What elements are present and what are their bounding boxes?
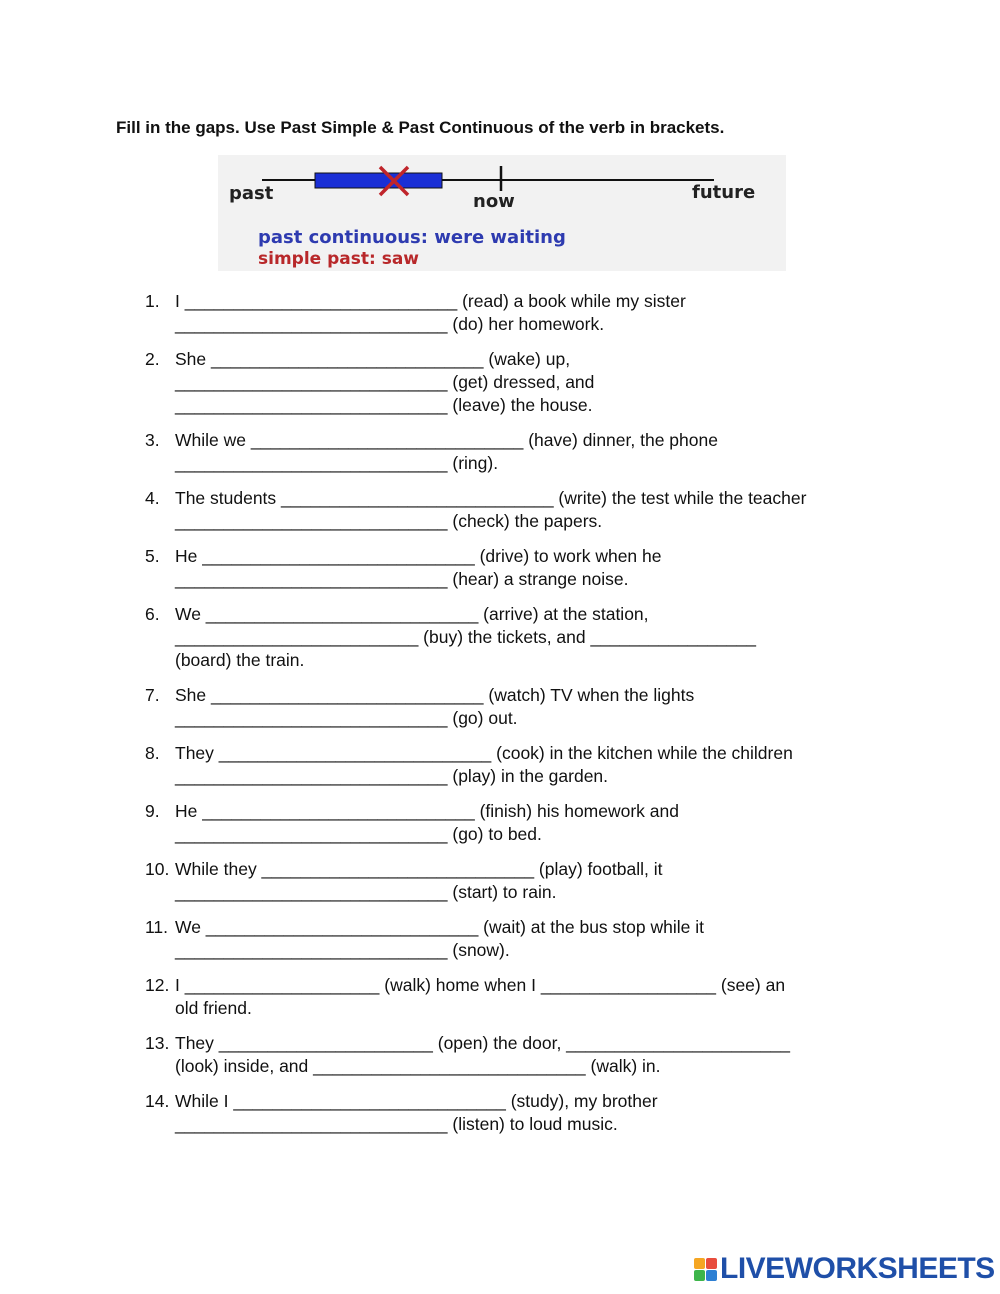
item-text: We ____________________________ (wait) at the bus stop while it ____________________________ (snow). [175, 917, 704, 960]
continuous-bar [315, 173, 442, 188]
item-text: The students ____________________________ (write) the test while the teacher ____________________________ (check) the papers. [175, 488, 807, 531]
item-number: 13. [145, 1033, 170, 1053]
exercise-item [145, 858, 905, 904]
logo-block [694, 1270, 705, 1281]
logo-block [706, 1258, 717, 1269]
exercise-item [145, 545, 905, 591]
item-number: 6. [145, 604, 160, 624]
item-text: I ____________________________ (read) a book while my sister ____________________________ (do) her homework. [175, 291, 686, 334]
exercise-item [145, 684, 905, 730]
item-number: 4. [145, 488, 160, 508]
timeline-past-label: past [229, 183, 274, 204]
item-number: 5. [145, 546, 160, 566]
exercise-item [145, 916, 905, 962]
item-text: She ____________________________ (wake) up, ____________________________ (get) dressed, and ____________________________ (leave) the house. [175, 349, 595, 415]
exercise-item [145, 603, 905, 672]
exercise-item [145, 800, 905, 846]
item-number: 14. [145, 1091, 170, 1111]
item-number: 1. [145, 291, 160, 311]
liveworksheets-logo [694, 1254, 995, 1284]
item-number: 10. [145, 859, 170, 879]
timeline-figure [218, 155, 786, 271]
logo-block [694, 1258, 705, 1269]
item-text: They ____________________________ (cook) in the kitchen while the children ____________________________ (play) in the garden. [175, 743, 793, 786]
item-text: We ____________________________ (arrive) at the station, _________________________ (buy) the tickets, and _________________ (board) the train. [175, 604, 756, 670]
item-number: 8. [145, 743, 160, 763]
timeline-future-label: future [692, 182, 756, 203]
past-continuous-example: past continuous: were waiting [258, 227, 566, 248]
logo-text: LIVEWORKSHEETS [720, 1252, 995, 1285]
exercise-item [145, 974, 905, 1020]
page-title: Fill in the gaps. Use Past Simple & Past Continuous of the verb in brackets. [116, 118, 725, 137]
exercise-item [145, 429, 905, 475]
exercise-item [145, 1032, 905, 1078]
simple-past-example: simple past: saw [258, 249, 420, 269]
item-text: While we ____________________________ (have) dinner, the phone ____________________________ (ring). [175, 430, 718, 473]
exercise-item [145, 348, 905, 417]
exercise-list [145, 290, 905, 1148]
item-number: 2. [145, 349, 160, 369]
item-number: 7. [145, 685, 160, 705]
logo-block [706, 1270, 717, 1281]
item-text: He ____________________________ (finish) his homework and ____________________________ (go) to bed. [175, 801, 679, 844]
exercise-item [145, 742, 905, 788]
timeline-now-label: now [473, 191, 515, 212]
item-text: I ____________________ (walk) home when I __________________ (see) an old friend. [175, 975, 786, 1018]
exercise-item [145, 487, 905, 533]
item-text: They ______________________ (open) the door, _______________________ (look) inside, and ____________________________ (walk) in. [175, 1033, 791, 1076]
item-text: While I ____________________________ (study), my brother ____________________________ (listen) to loud music. [175, 1091, 658, 1134]
item-text: He ____________________________ (drive) to work when he ____________________________ (hear) a strange noise. [175, 546, 662, 589]
item-number: 11. [145, 917, 169, 937]
exercise-item [145, 290, 905, 336]
exercise-item [145, 1090, 905, 1136]
item-number: 3. [145, 430, 160, 450]
item-text: She ____________________________ (watch) TV when the lights ____________________________ (go) out. [175, 685, 695, 728]
item-number: 9. [145, 801, 160, 821]
item-text: While they ____________________________ (play) football, it ____________________________ (start) to rain. [175, 859, 663, 902]
logo-blocks-icon [694, 1258, 717, 1281]
item-number: 12. [145, 975, 170, 995]
